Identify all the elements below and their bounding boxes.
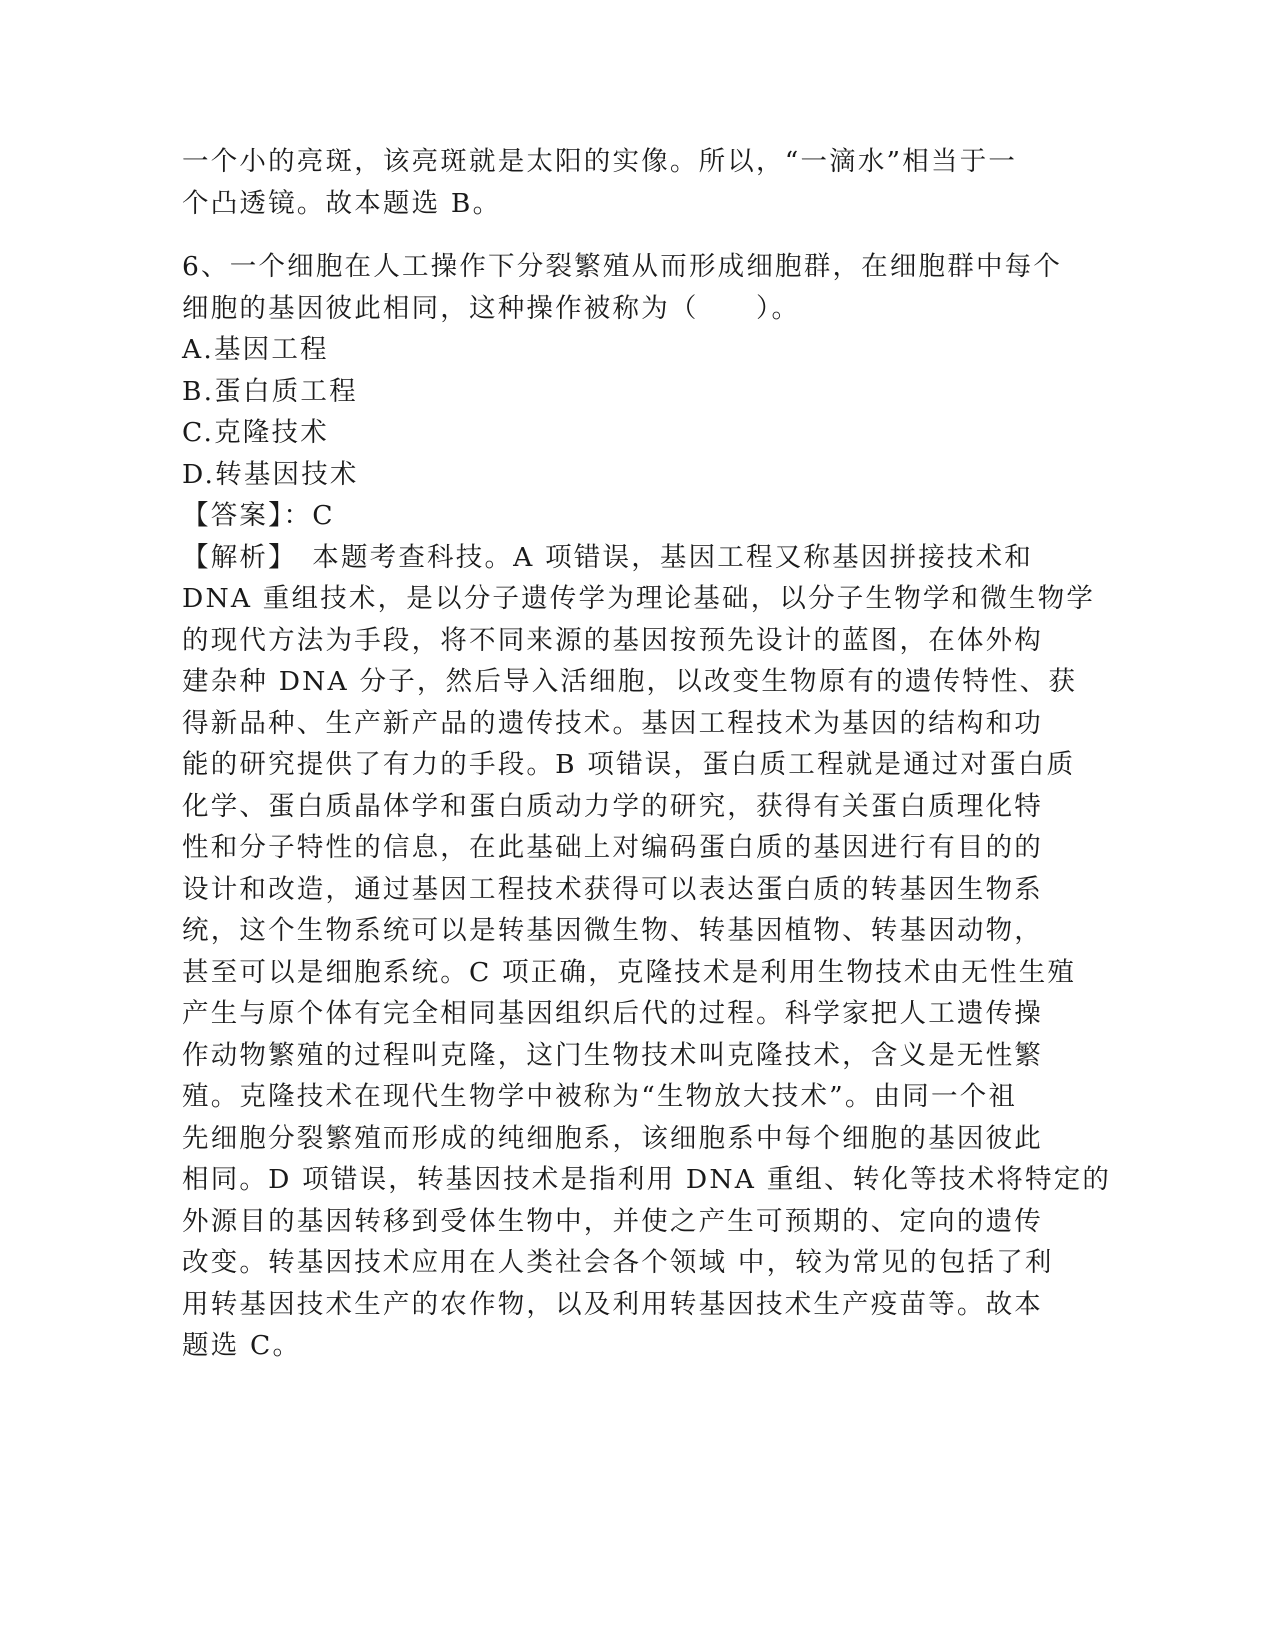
analysis-line: 得新品种、生产新产品的遗传技术。基因工程技术为基因的结构和功 — [182, 707, 1043, 739]
analysis-line: 化学、蛋白质晶体学和蛋白质动力学的研究，获得有关蛋白质理化特 — [182, 790, 1043, 822]
analysis-line: 【解析】 本题考查科技。A 项错误，基因工程又称基因拼接技术和 — [182, 541, 1034, 573]
analysis-line: 改变。转基因技术应用在人类社会各个领域 中，较为常见的包括了利 — [182, 1247, 1054, 1278]
paragraph-gap — [182, 224, 1088, 246]
analysis-line: 设计和改造，通过基因工程技术获得可以表达蛋白质的转基因生物系 — [182, 873, 1043, 905]
option-b: B.蛋白质工程 — [182, 375, 358, 407]
text-line: 个凸透镜。故本题选 B。 — [182, 187, 502, 219]
analysis-line: 相同。D 项错误，转基因技术是指利用 DNA 重组、转化等技术将特定的 — [182, 1164, 1112, 1195]
analysis-line: 性和分子特性的信息，在此基础上对编码蛋白质的基因进行有目的的 — [182, 832, 1043, 863]
analysis-line: 殖。克隆技术在现代生物学中被称为“生物放大技术”。由同一个祖 — [182, 1081, 1018, 1112]
answer-line: 【答案】：C — [182, 500, 335, 531]
question-block — [182, 246, 1112, 1367]
analysis-line: 统，这个生物系统可以是转基因微生物、转基因植物、转基因动物， — [182, 915, 1043, 946]
analysis-line: 能的研究提供了有力的手段。B 项错误，蛋白质工程就是通过对蛋白质 — [182, 749, 1076, 780]
text-line: 一个小的亮斑，该亮斑就是太阳的实像。所以，“一滴水”相当于一 — [182, 146, 1018, 177]
analysis-line: 外源目的基因转移到受体生物中，并使之产生可预期的、定向的遗传 — [182, 1205, 1043, 1237]
analysis — [182, 537, 1112, 1367]
analysis-line: 建杂种 DNA 分子，然后导入活细胞，以改变生物原有的遗传特性、获 — [182, 666, 1078, 697]
analysis-line: 产生与原个体有完全相同基因组织后代的过程。科学家把人工遗传操 — [182, 998, 1043, 1029]
analysis-line: 甚至可以是细胞系统。C 项正确，克隆技术是利用生物技术由无性生殖 — [182, 956, 1077, 988]
analysis-line: 先细胞分裂繁殖而形成的纯细胞系，该细胞系中每个细胞的基因彼此 — [182, 1122, 1043, 1154]
question-stem-line: 6、一个细胞在人工操作下分裂繁殖从而形成细胞群，在细胞群中每个 — [182, 251, 1063, 282]
question-stem — [182, 246, 1088, 329]
analysis-line: 题选 C。 — [182, 1330, 302, 1361]
option-a: A.基因工程 — [182, 334, 329, 365]
analysis-line: 的现代方法为手段，将不同来源的基因按预先设计的蓝图，在体外构 — [182, 624, 1043, 656]
analysis-line: 作动物繁殖的过程叫克隆，这门生物技术叫克隆技术，含义是无性繁 — [182, 1039, 1043, 1071]
previous-explanation-continuation — [182, 141, 1088, 224]
option-d: D.转基因技术 — [182, 458, 359, 490]
question-options — [182, 329, 1088, 495]
analysis-line: DNA 重组技术，是以分子遗传学为理论基础，以分子生物学和微生物学 — [182, 583, 1096, 614]
option-c: C.克隆技术 — [182, 417, 329, 448]
question-stem-line: 细胞的基因彼此相同，这种操作被称为（ ）。 — [182, 292, 801, 324]
document-page — [182, 141, 1112, 1367]
analysis-line: 用转基因技术生产的农作物，以及利用转基因技术生产疫苗等。故本 — [182, 1288, 1043, 1320]
